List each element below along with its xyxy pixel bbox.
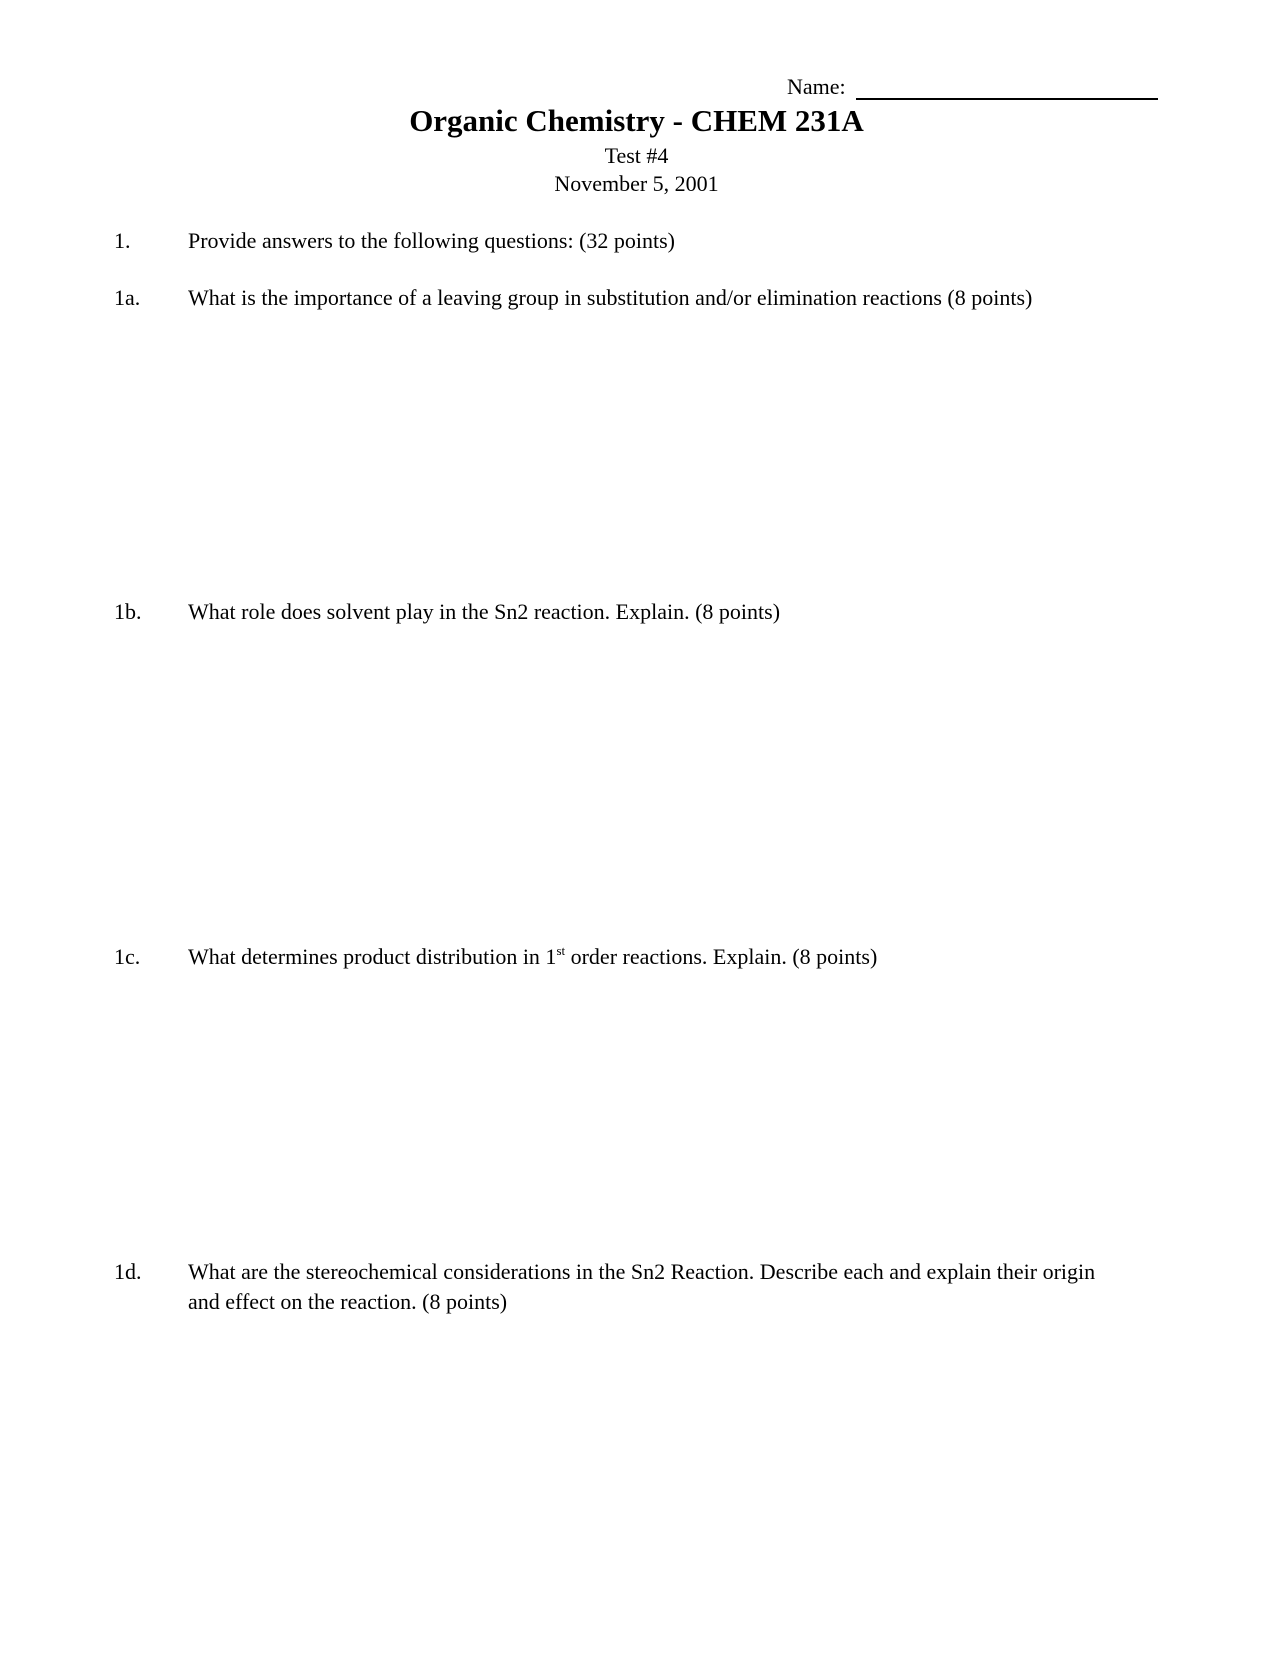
question-text: Provide answers to the following questions: (32 points) <box>188 228 676 253</box>
question-text-part: What determines product distribution in 1 <box>188 944 557 969</box>
question-number: 1a. <box>114 285 141 310</box>
question-text: What is the importance of a leaving group in substitution and/or elimination reactions (8 points) <box>188 285 1033 310</box>
ordinal-superscript: st <box>556 943 566 958</box>
question-1a <box>114 283 1114 313</box>
question-text: What are the stereochemical considerations in the Sn2 Reaction. Describe each and explain their origin and effect on the reaction. (8 points) <box>188 1259 1096 1314</box>
name-label: Name: <box>787 74 846 99</box>
question-text: What role does solvent play in the Sn2 reaction. Explain. (8 points) <box>188 599 781 624</box>
question-text-part: order reactions. Explain. (8 points) <box>565 944 878 969</box>
name-field <box>787 74 1158 100</box>
question-number: 1b. <box>114 599 142 624</box>
question-1c <box>114 942 1114 972</box>
question-1d <box>114 1257 1114 1317</box>
question-number: 1d. <box>114 1259 142 1284</box>
question-1 <box>114 226 1114 256</box>
question-number: 1c. <box>114 944 141 969</box>
test-date: November 5, 2001 <box>554 171 719 196</box>
name-blank-line <box>856 76 1158 100</box>
test-number: Test #4 <box>604 143 669 168</box>
page-title: Organic Chemistry - CHEM 231A <box>409 103 864 138</box>
question-number: 1. <box>114 228 131 253</box>
question-1b <box>114 597 1114 627</box>
question-text <box>188 942 1114 972</box>
